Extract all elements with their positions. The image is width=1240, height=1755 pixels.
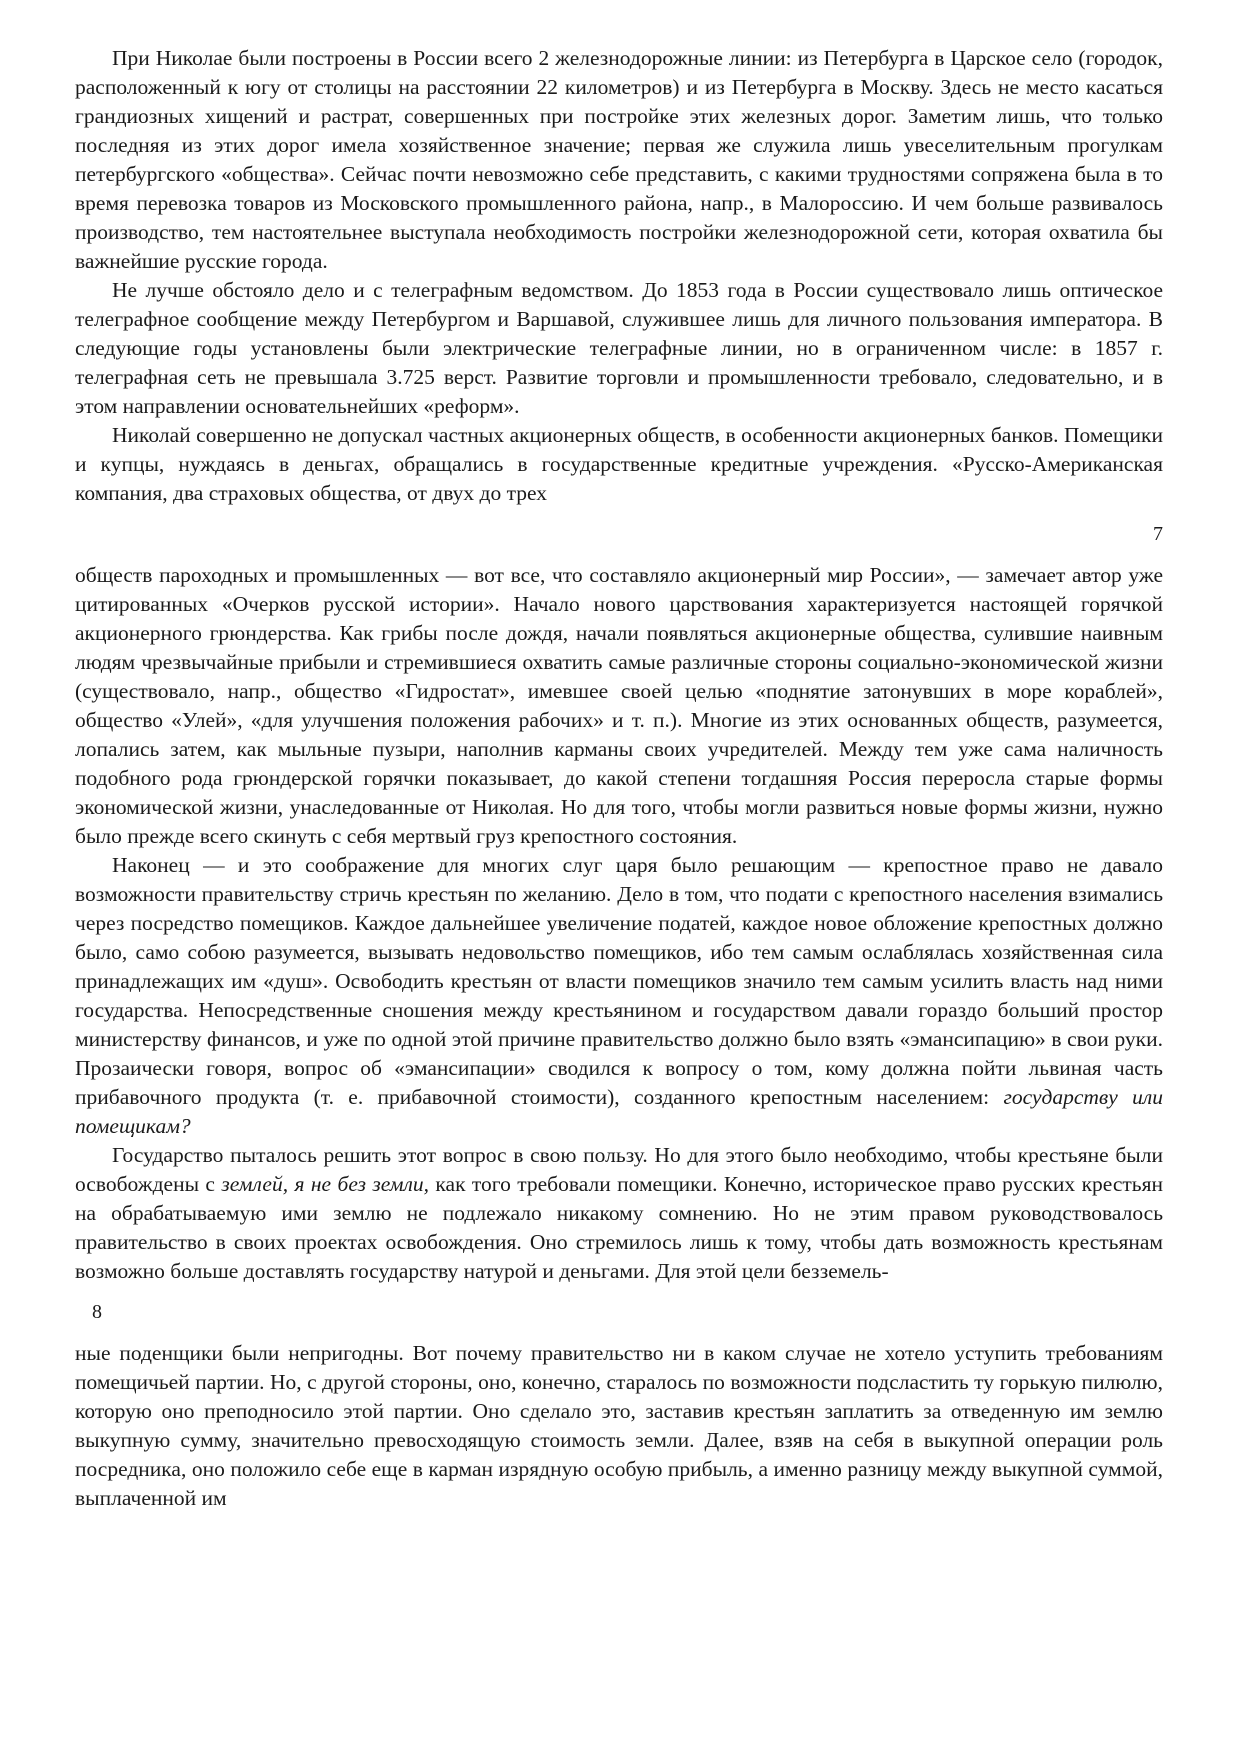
- paragraph-joint-stock-continued: обществ пароходных и промышленных — вот все, что составляло акционерный мир России», — замечает автор уже цитированных «Очерков русской истории». Начало нового царствования характеризуется настоящей горячкой акционерного грюндерства. Как грибы после дождя, начали появляться акционерные общества, сулившие наивным людям чрезвычайные прибыли и стремившиеся охватить самые различные стороны социально-экономической жизни (существовало, напр., общество «Гидростат», имевшее своей целью «поднятие затонувших в море кораблей», общество «Улей», «для улучшения положения рабочих» и т. п.). Многие из этих основанных обществ, разумеется, лопались затем, как мыльные пузыри, наполнив карманы своих учредителей. Между тем уже сама наличность подобного рода грюндерской горячки показывает, до какой степени тогдашняя Россия переросла старые формы экономической жизни, унаследованные от Николая. Но для того, чтобы могли развиться новые формы жизни, нужно было прежде всего скинуть с себя мертвый груз крепостного состояния.: [75, 563, 1163, 848]
- document-page: [75, 44, 1163, 1513]
- state-land-italic-text: землей, я не без земли,: [221, 1172, 429, 1196]
- state-land-text-a: Государство пыталось решить этот вопрос в свою пользу. Но для этого было необходимо, чтобы крестьяне были освобождены с: [75, 1143, 1163, 1196]
- paragraph-railways: При Николае были построены в России всего 2 железнодорожные линии: из Петербурга в Царское село (городок, расположенный к югу от столицы на расстоянии 22 километров) и из Петербурга в Москву. Здесь не место касаться грандиозных хищений и растрат, совершенных при постройке этих железных дорог. Заметим лишь, что только последняя из этих дорог имела хозяйственное значение; первая же служила лишь увеселительным прогулкам петербургского «общества». Сейчас почти невозможно себе представить, с какими трудностями сопряжена была в то время перевозка товаров из Московского промышленного района, напр., в Малороссию. И чем больше развивалось производство, тем настоятельнее выступала необходимость постройки железнодорожной сети, которая охватила бы важнейшие русские города.: [75, 46, 1163, 273]
- paragraph-joint-stock: Николай совершенно не допускал частных акционерных обществ, в особенности акционерных банков. Помещики и купцы, нуждаясь в деньгах, обращались в государственные кредитные учреждения. «Русско-Американская компания, два страховых общества, от двух до трех: [75, 423, 1163, 505]
- paragraph-serfdom-taxes: [75, 851, 1163, 1141]
- serfdom-text: Наконец — и это соображение для многих слуг царя было решающим — крепостное право не давало возможности правительству стричь крестьян по желанию. Дело в том, что подати с крепостного населения взимались через посредство помещиков. Каждое дальнейшее увеличение податей, каждое новое обложение крепостных должно было, само собою разумеется, вызывать недовольство помещиков, ибо тем самым ослаблялась хозяйственная сила принадлежащих им «душ». Освободить крестьян от власти помещиков значило тем самым усилить власть над ними государства. Непосредственные сношения между крестьянином и государством давали гораздо больший простор министерству финансов, и уже по одной этой причине правительство должно было взять «эмансипацию» в свои руки. Прозаически говоря, вопрос об «эмансипации» сводился к вопросу о том, кому должна пойти львиная часть прибавочного продукта (т. е. прибавочной стоимости), созданного крепостным населением:: [75, 853, 1163, 1109]
- page-number-8: 8: [92, 1301, 102, 1323]
- serfdom-italic-text: государству или помещикам?: [75, 1085, 1163, 1138]
- paragraph-telegraph: Не лучше обстояло дело и с телеграфным ведомством. До 1853 года в России существовало лишь оптическое телеграфное сообщение между Петербургом и Варшавой, служившее лишь для личного пользования императора. В следующие годы установлены были электрические телеграфные линии, но в ограниченном числе: в 1857 г. телеграфная сеть не превышала 3.725 верст. Развитие торговли и промышленности требовало, следовательно, и в этом направлении основательнейших «реформ».: [75, 278, 1163, 418]
- page-number-7: 7: [1153, 523, 1163, 545]
- paragraph-day-laborers: ные поденщики были непригодны. Вот почему правительство ни в каком случае не хотело уступить требованиям помещичьей партии. Но, с другой стороны, оно, конечно, старалось по возможности подсластить ту горькую пилюлю, которую оно преподносило этой партии. Оно сделало это, заставив крестьян заплатить за отведенную им землю выкупную сумму, значительно превосходящую стоимость земли. Далее, взяв на себя в выкупной операции роль посредника, оно положило себе еще в карман изрядную особую прибыль, а именно разницу между выкупной суммой, выплаченной им: [75, 1341, 1163, 1510]
- state-land-text-b: как того требовали помещики. Конечно, историческое право русских крестьян на обрабатываемую ими землю не подлежало никакому сомнению. Но не этим правом руководствовалось правительство в своих проектах освобождения. Оно стремилось лишь к тому, чтобы дать возможность крестьянам возможно больше доставлять государству натурой и деньгами. Для этой цели безземель-: [75, 1172, 1163, 1283]
- paragraph-state-land: [75, 1141, 1163, 1286]
